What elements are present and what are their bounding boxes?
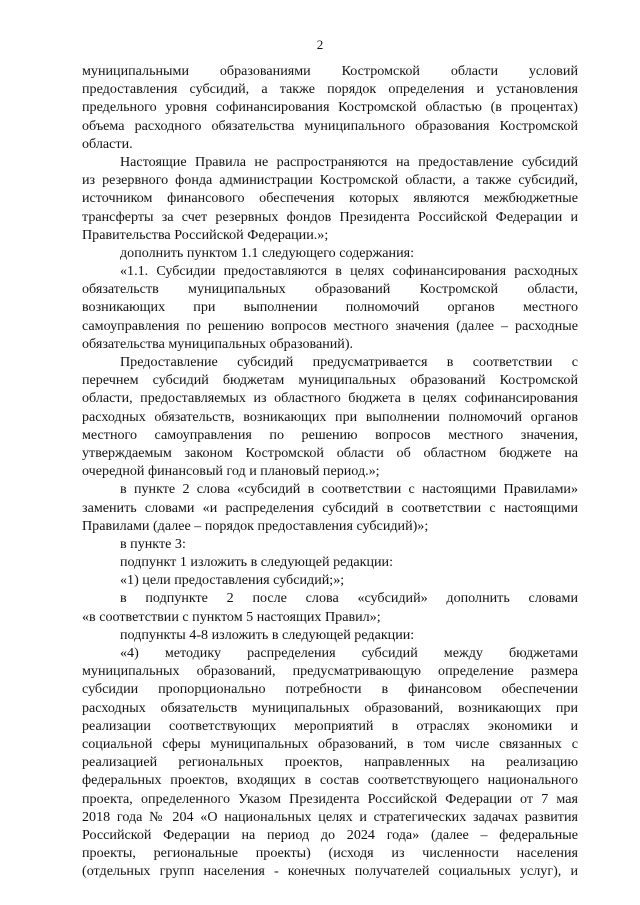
text-line: Предоставление субсидий предусматривается в соответствии с — [120, 354, 578, 370]
text-line: в пункте 2 слова «субсидий в соответствии с настоящими Правилами» — [120, 481, 578, 498]
text-line: дополнить пунктом 1.1 следующего содержания: — [120, 244, 415, 261]
text-line: Настоящие Правила не распространяются на предоставление субсидий — [120, 153, 578, 170]
text-line: муниципальными образованиями Костромской области условий — [82, 63, 578, 79]
text-line: муниципальных образований, предусматривающую определение размера — [82, 663, 578, 680]
text-line: перечнем субсидий бюджетам муниципальных образований Костромской — [82, 372, 578, 389]
text-line: в пункте 3: — [120, 535, 186, 552]
text-line: утверждаемым законом Костромской области об областном бюджете на — [82, 444, 578, 461]
text-line: «4) методику распределения субсидий между бюджетами — [120, 645, 578, 661]
text-line: предоставления субсидий, а также порядок определения и установления — [82, 81, 578, 98]
text-line: местного самоуправления по решению вопросов местного значения, — [82, 426, 578, 443]
text-line: очередной финансовый год и плановый период.»; — [82, 463, 380, 480]
text-line: 2018 года № 204 «О национальных целях и стратегических задачах развития — [82, 808, 578, 825]
text-line: реализацией региональных проектов, направленных на реализацию — [82, 754, 578, 771]
text-line: предельного уровня софинансирования Костромской областью (в процентах) — [82, 99, 578, 116]
text-line: области, предоставляемых из областного бюджета в целях софинансирования — [82, 390, 578, 407]
text-line: (отдельных групп населения - конечных получателей социальных услуг), и — [82, 863, 578, 880]
text-line: подпункты 4-8 изложить в следующей редакции: — [120, 626, 415, 643]
text-line: возникающих при выполнении полномочий органов местного — [82, 299, 578, 316]
text-line: области. — [82, 135, 133, 152]
text-line: самоуправления по решению вопросов местного значения (далее – расходные — [82, 317, 578, 334]
text-line: трансферты за счет резервных фондов Президента Российской Федерации и — [82, 208, 578, 225]
page-number: 2 — [316, 37, 324, 52]
text-line: обязательства муниципальных образований). — [82, 335, 354, 352]
text-line: социальной сферы муниципальных образований, в том числе связанных с — [82, 735, 578, 752]
text-line: подпункт 1 изложить в следующей редакции: — [120, 554, 394, 571]
text-line: проекты, региональные проекты) (исходя из численности населения — [82, 845, 578, 862]
text-line: заменить словами «и распределения субсидий в соответствии с настоящими — [82, 499, 578, 516]
text-line: федеральных проектов, входящих в состав соответствующего национального — [82, 772, 578, 789]
document-body — [82, 62, 578, 880]
text-line: «1.1. Субсидии предоставляются в целях софинансирования расходных — [120, 263, 578, 280]
text-line: в подпункте 2 после слова «субсидий» дополнить словами — [120, 590, 578, 607]
text-line: реализации соответствующих мероприятий в отраслях экономики и — [82, 717, 578, 734]
text-line: объема расходного обязательства муниципального образования Костромской — [82, 117, 578, 134]
text-line: Правилами (далее – порядок предоставления субсидий)»; — [82, 517, 429, 534]
text-line: «1) цели предоставления субсидий;»; — [120, 572, 345, 589]
text-line: «в соответствии с пунктом 5 настоящих Правил»; — [82, 608, 381, 625]
text-line: расходных обязательств, возникающих при выполнении полномочий органов — [82, 408, 578, 425]
text-line: источником финансового обеспечения которых являются межбюджетные — [82, 190, 578, 207]
text-line: из резервного фонда администрации Костромской области, а также субсидий, — [82, 172, 578, 189]
text-line: проекта, определенного Указом Президента Российской Федерации от 7 мая — [82, 790, 578, 807]
text-line: расходных обязательств муниципальных образований, возникающих при — [82, 699, 578, 716]
text-line: обязательств муниципальных образований Костромской области, — [82, 281, 578, 298]
text-line: субсидии пропорционально потребности в финансовом обеспечении — [82, 681, 578, 698]
text-line: Правительства Российской Федерации.»; — [82, 226, 329, 243]
text-line: Российской Федерации на период до 2024 года» (далее – федеральные — [82, 826, 578, 843]
